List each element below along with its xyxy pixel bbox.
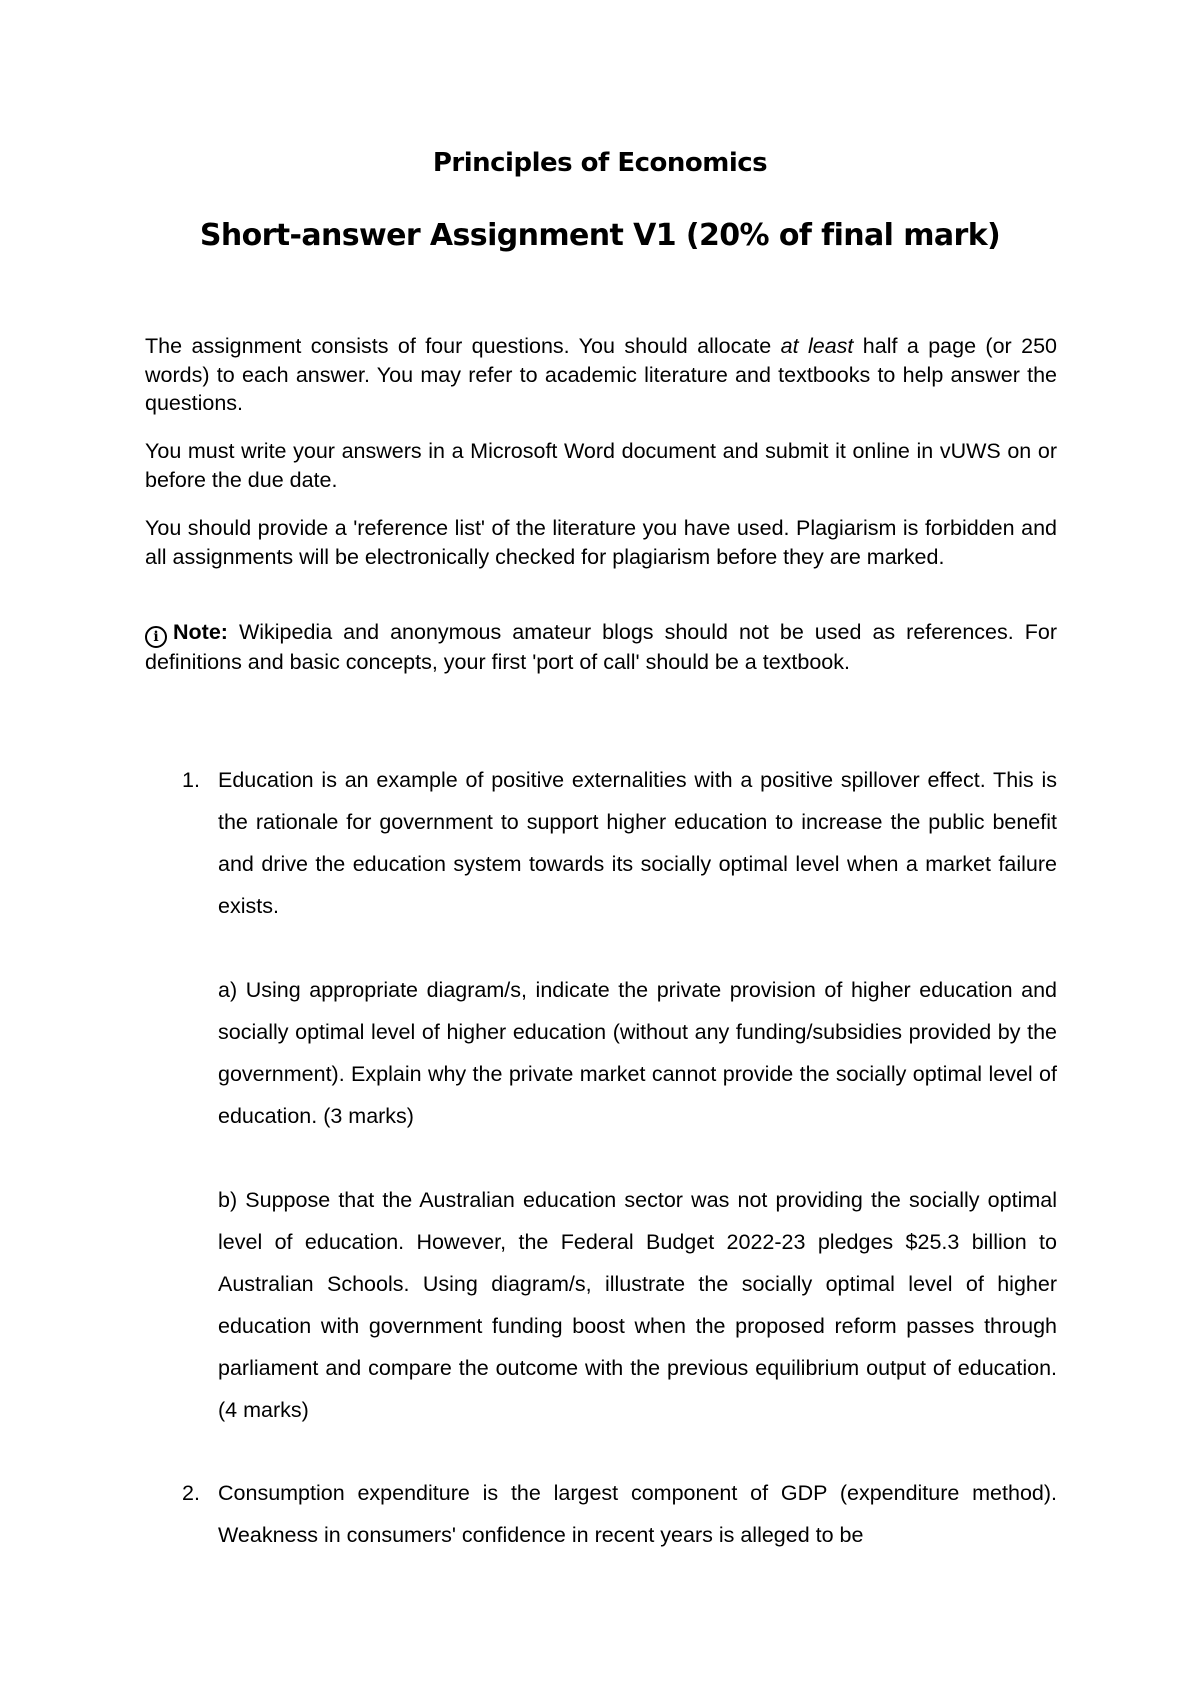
- question-number: 2.: [182, 1481, 200, 1505]
- question-number: 1.: [182, 768, 200, 792]
- note-paragraph: [145, 618, 1057, 677]
- course-title: Principles of Economics: [432, 148, 768, 178]
- intro-paragraph-1: [145, 332, 1057, 418]
- intro-text: The assignment consists of four questions. You should allocate: [145, 334, 781, 358]
- intro-paragraph-2: You must write your answers in a Microsoft Word document and submit it online in vUWS on or before the due date.: [145, 439, 1057, 492]
- note-text: Wikipedia and anonymous amateur blogs should not be used as references. For definitions and basic concepts, your first 'port of call' should be a textbook.: [145, 620, 1057, 674]
- question-1-text: Education is an example of positive externalities with a positive spillover effect. This is the rationale for government to support higher education to increase the public benefit and drive the education system towards its socially optimal level when a market failure exists.: [218, 768, 1057, 918]
- assignment-title: Short-answer Assignment V1 (20% of final mark): [199, 218, 1001, 253]
- intro-paragraph-3: You should provide a 'reference list' of the literature you have used. Plagiarism is forbidden and all assignments will be electronically checked for plagiarism before they are marked.: [145, 516, 1057, 569]
- question-1-part-a: a) Using appropriate diagram/s, indicate the private provision of higher education and socially optimal level of higher education (without any funding/subsidies provided by the government). Explain why the private market cannot provide the socially optimal level of education. (3 marks): [218, 978, 1057, 1128]
- info-icon: i: [145, 626, 167, 648]
- emphasis-text: at least: [780, 334, 854, 358]
- question-1-part-b: b) Suppose that the Australian education sector was not providing the socially optimal level of education. However, the Federal Budget 2022-23 pledges $25.3 billion to Australian Schools. Using diagram/s, illustrate the socially optimal level of higher education with government funding boost when the proposed reform passes through parliament and compare the outcome with the previous equilibrium output of education. (4 marks): [218, 1188, 1057, 1422]
- note-label: Note:: [173, 620, 228, 644]
- intro-text: half a page (or 250 words) to each answer. You may refer to academic literature and textbooks to help answer the questions.: [145, 334, 1057, 415]
- question-2-text: Consumption expenditure is the largest component of GDP (expenditure method). Weakness in consumers' confidence in recent years is alleged to be: [218, 1481, 1057, 1547]
